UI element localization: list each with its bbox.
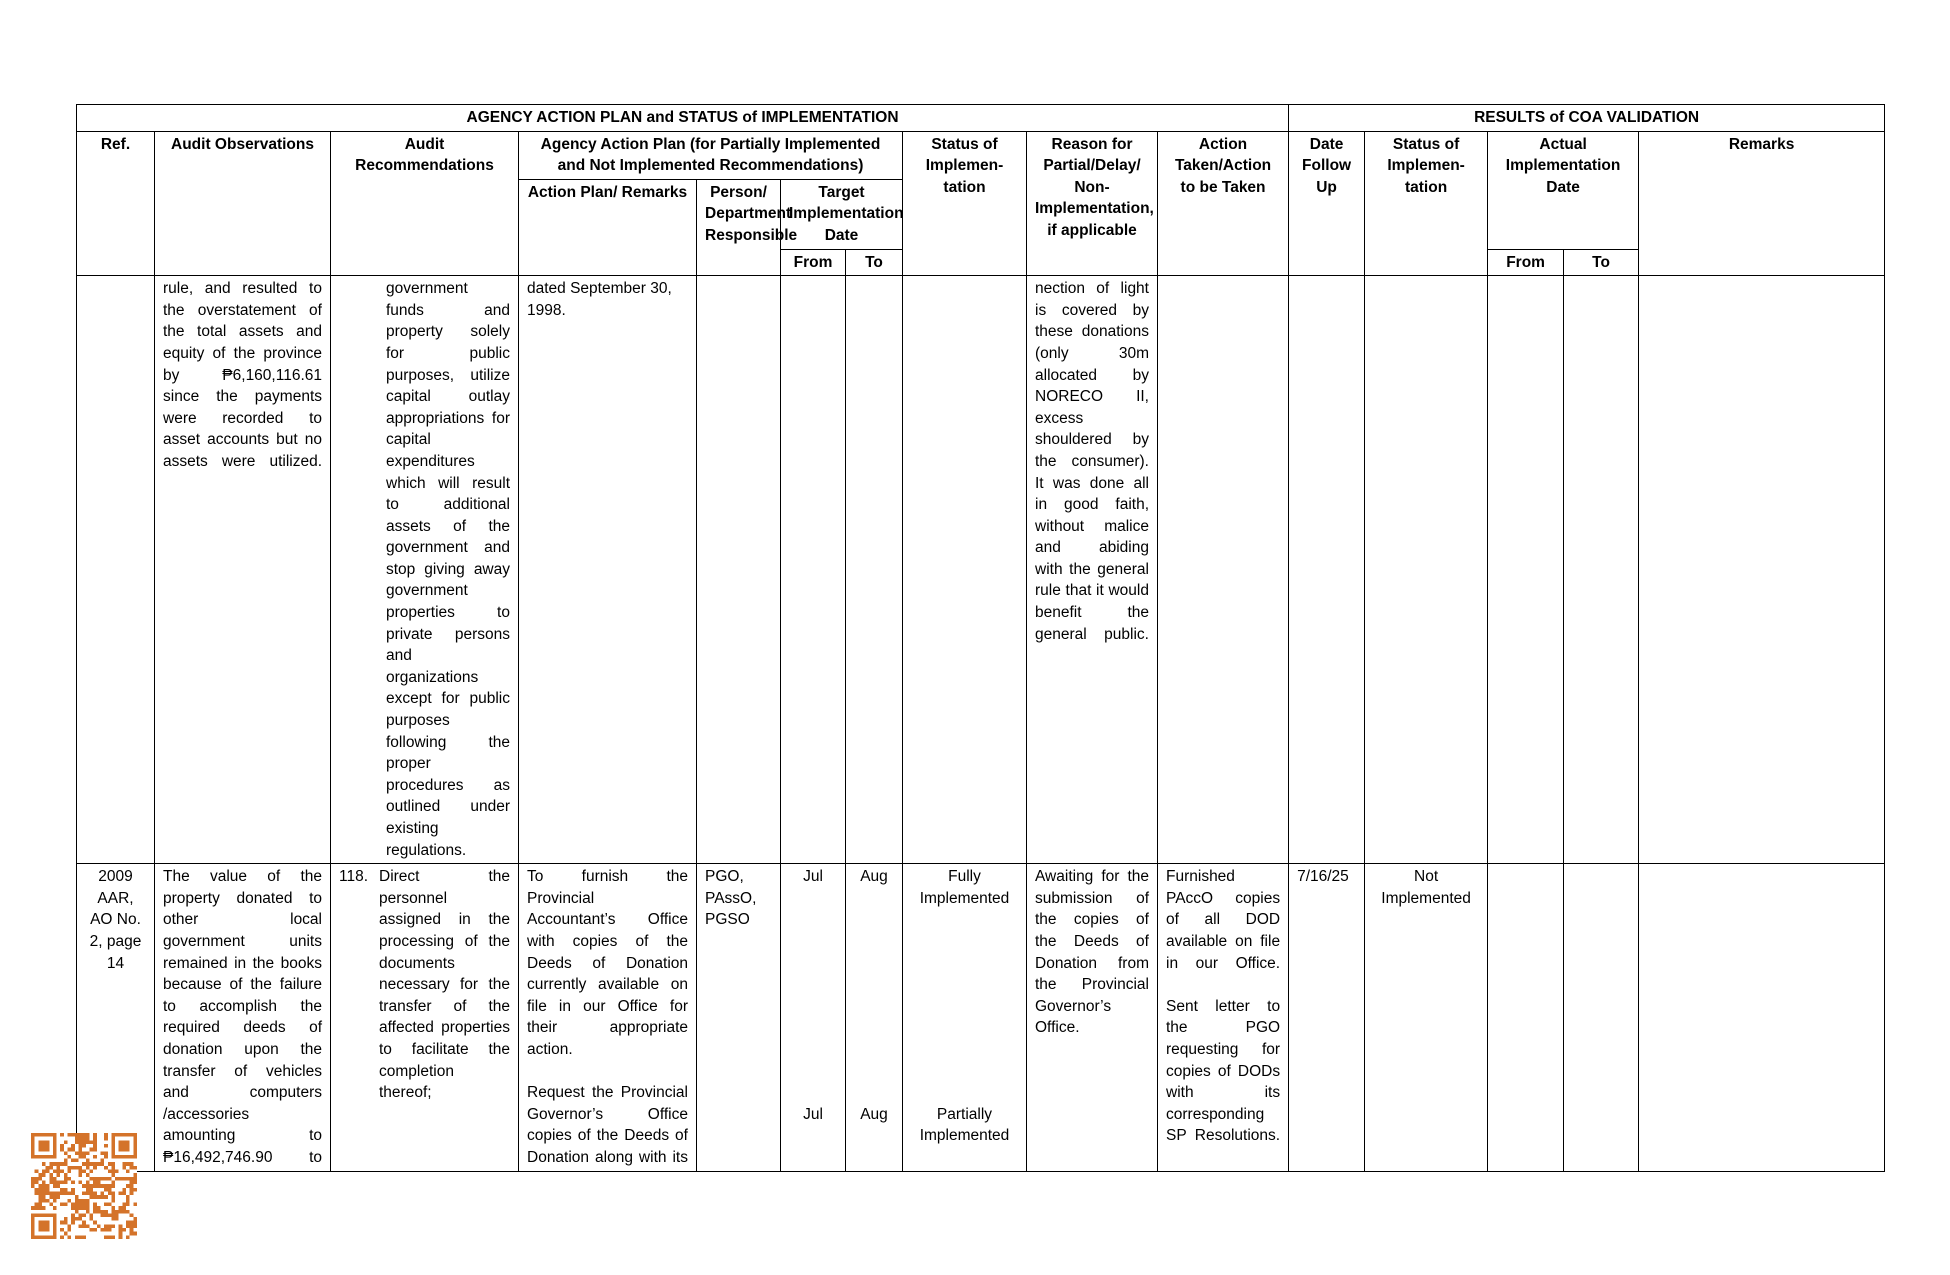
text-line: donation upon the	[163, 1040, 322, 1058]
text-line: copies of the Deeds of	[527, 1127, 688, 1145]
text-line: proper	[386, 755, 431, 773]
text-line: funds and	[386, 301, 510, 319]
text-line: rule, and resulted to	[163, 280, 322, 298]
row2-remarks	[1639, 864, 1885, 1171]
table-row	[77, 276, 1885, 864]
text-line: Provincial	[527, 889, 595, 907]
text-line: the Deeds of	[1035, 932, 1149, 950]
text-line: Implemented	[1381, 889, 1471, 907]
row1-actual-to	[1564, 276, 1639, 864]
text-line: assets were utilized.	[163, 452, 322, 470]
text-line: excess	[1035, 409, 1084, 427]
text-line: the Provincial	[1035, 976, 1149, 994]
table-row	[77, 864, 1885, 1171]
text-line: 14	[106, 954, 125, 972]
agency-action-plan-title: AGENCY ACTION PLAN and STATUS of IMPLEMENTATION	[77, 105, 1289, 132]
header-action-plan-remarks: Action Plan/ Remarks	[519, 179, 697, 275]
text-line: Sent letter to	[1166, 997, 1281, 1015]
header-remarks: Remarks	[1639, 131, 1885, 276]
text-line: to accomplish the	[163, 997, 322, 1015]
text-line: outlined under	[386, 798, 510, 816]
header-actual-to: To	[1564, 249, 1639, 276]
text-line: Implemented	[919, 889, 1010, 907]
row1-actual-from	[1488, 276, 1564, 864]
row2-observation	[155, 864, 331, 1171]
row2-coa-status	[1365, 864, 1488, 1171]
text-line: capital	[386, 431, 431, 449]
header-ref: Ref.	[77, 131, 155, 276]
row1-reason	[1027, 276, 1158, 864]
text-line: properties to	[386, 604, 510, 622]
text-line: purposes	[386, 712, 450, 730]
header-target-implementation-date: Target Implementation Date	[781, 179, 903, 249]
text-line: nection of light	[1035, 280, 1149, 298]
text-line: assigned in the	[379, 911, 510, 929]
text-line: Governor’s	[1035, 997, 1112, 1015]
text-line: required deeds of	[163, 1019, 322, 1037]
text-line: PAccO copies	[1166, 889, 1281, 907]
qr-code-icon	[31, 1133, 137, 1239]
text-line: file in our Office for	[527, 997, 688, 1015]
text-line: copies of DODs	[1166, 1062, 1281, 1080]
row1-action-plan	[519, 276, 697, 864]
row2-target-from	[781, 864, 846, 1171]
text-line: allocated by	[1035, 366, 1149, 384]
text-line: with the general	[1035, 560, 1149, 578]
header-audit-observations: Audit Observations	[155, 131, 331, 276]
text-line: government	[386, 582, 468, 600]
text-line: AO No.	[90, 911, 141, 929]
text-line: general public.	[1035, 625, 1149, 643]
row1-person	[697, 276, 781, 864]
row1-action-taken	[1158, 276, 1289, 864]
text-line: AAR,	[97, 889, 134, 907]
text-line: existing	[386, 820, 439, 837]
text-line: available on file	[1166, 932, 1281, 950]
text-line: ₱16,492,746.90 to	[163, 1148, 322, 1166]
header-actual-from: From	[1488, 249, 1564, 276]
text-line: property solely	[386, 323, 510, 341]
text-line: thereof;	[379, 1084, 432, 1102]
row2-recommendation	[331, 864, 519, 1171]
text-line: appropriations for	[386, 409, 510, 427]
row1-observation	[155, 276, 331, 864]
text-line: government and	[386, 539, 510, 557]
row1-target-to	[846, 276, 903, 864]
text-line: Donation along with its	[527, 1148, 688, 1166]
row1-target-from	[781, 276, 846, 864]
text-line: corresponding	[1166, 1105, 1265, 1123]
text-line: without malice	[1035, 517, 1149, 535]
text-line: processing of the	[379, 932, 510, 950]
text-line: The value of the	[163, 868, 322, 886]
text-line: transfer of the	[379, 997, 510, 1015]
audit-action-plan-table	[76, 104, 1885, 1172]
text-line: assets of the	[386, 517, 510, 535]
text-line: is covered by	[1035, 301, 1149, 319]
text-line: action.	[527, 1040, 573, 1058]
text-line: /accessories	[163, 1105, 250, 1123]
header-action-taken: Action Taken/Action to be Taken	[1158, 131, 1289, 276]
text-line: for public	[386, 344, 510, 362]
text-line: with its	[1166, 1084, 1281, 1102]
text-line: Fully	[948, 868, 981, 886]
text-line: except for public	[386, 690, 510, 708]
text-line: PGO,	[705, 868, 744, 886]
text-line: to additional	[386, 496, 510, 514]
text-line: capital outlay	[386, 388, 510, 406]
text-line: It was done all	[1035, 474, 1149, 492]
text-line: government	[386, 280, 468, 298]
row1-recommendation	[331, 276, 519, 864]
text-line: Partially	[936, 1105, 993, 1123]
header-reason: Reason for Partial/Delay/ Non- Implementation, if applicable	[1027, 131, 1158, 276]
row2-ref	[77, 864, 155, 1171]
header-audit-recommendations: Audit Recommendations	[331, 131, 519, 276]
coa-validation-title: RESULTS of COA VALIDATION	[1289, 105, 1885, 132]
text-line: their appropriate	[527, 1019, 688, 1037]
text-line: by ₱6,160,116.61	[163, 366, 322, 384]
text-line: To furnish the	[527, 868, 688, 886]
target-to-2: Aug	[860, 1105, 888, 1123]
text-line: property donated to	[163, 889, 322, 907]
header-coa-status: Status of Implemen- tation	[1365, 131, 1488, 276]
row2-date-follow-up: 7/16/25	[1289, 864, 1365, 1171]
text-line: of all DOD	[1166, 911, 1281, 929]
text-line: PAssO,	[705, 889, 757, 907]
text-line: the consumer).	[1035, 452, 1149, 470]
header-date-follow-up: Date Follow Up	[1289, 131, 1365, 276]
text-line: expenditures	[386, 452, 475, 470]
text-line: and	[386, 647, 412, 665]
text-line: documents	[379, 954, 455, 972]
row1-ref	[77, 276, 155, 864]
text-line: which will result	[386, 474, 510, 492]
text-line: Governor’s Office	[527, 1105, 688, 1123]
text-line: currently available on	[527, 976, 688, 994]
text-line: SP Resolutions.	[1166, 1127, 1281, 1145]
target-to-1: Aug	[860, 868, 888, 886]
row2-reason	[1027, 864, 1158, 1171]
text-line: the total assets and	[163, 323, 322, 341]
row1-coa-status	[1365, 276, 1488, 864]
text-line: procedures as	[386, 776, 510, 794]
text-line: personnel	[379, 889, 448, 907]
row1-date-follow-up	[1289, 276, 1365, 864]
header-actual-implementation-date: Actual Implementation Date	[1488, 131, 1639, 249]
text-line: Direct the	[379, 868, 510, 886]
text-line: Furnished	[1166, 868, 1235, 886]
header-agency-action-plan-group: Agency Action Plan (for Partially Implemented and Not Implemented Recommendations)	[519, 131, 903, 179]
text-line: private persons	[386, 625, 510, 643]
text-line: Implemented	[919, 1127, 1010, 1145]
text-line: and computers	[163, 1084, 322, 1102]
text-line: requesting for	[1166, 1040, 1281, 1058]
text-line: shouldered by	[1035, 431, 1149, 449]
text-line: NORECO II,	[1035, 388, 1149, 406]
text-line: PGSO	[705, 911, 750, 929]
text-line: organizations	[386, 668, 479, 686]
text-line: the overstatement of	[163, 301, 322, 319]
target-from-2: Jul	[803, 1105, 823, 1123]
header-target-from: From	[781, 249, 846, 276]
text-line: regulations.	[386, 841, 467, 859]
text-line: the PGO	[1166, 1019, 1281, 1037]
text-line: the copies of	[1035, 911, 1149, 929]
text-line: since the payments	[163, 388, 322, 406]
text-line: Office.	[1035, 1019, 1080, 1037]
text-line: these donations	[1035, 323, 1149, 341]
row2-status	[903, 864, 1027, 1171]
text-line: transfer of vehicles	[163, 1062, 322, 1080]
header-person-department: Person/ Department Responsible	[697, 179, 781, 275]
text-line: Request the Provincial	[527, 1084, 688, 1102]
text-line: with copies of the	[527, 932, 688, 950]
text-line: affected properties	[379, 1019, 510, 1037]
row2-actual-from	[1488, 864, 1564, 1171]
text-line: dated September 30,	[527, 280, 672, 298]
text-line: equity of the province	[163, 344, 322, 362]
text-line: (only 30m	[1035, 344, 1149, 362]
text-line: Deeds of Donation	[527, 954, 688, 972]
text-line: in good faith,	[1035, 496, 1149, 514]
text-line: 2, page	[89, 932, 142, 950]
text-line: rule that it would	[1035, 582, 1149, 600]
text-line: government units	[163, 932, 322, 950]
text-line: completion	[379, 1062, 454, 1080]
text-line: submission of	[1035, 889, 1149, 907]
row1-remarks	[1639, 276, 1885, 864]
text-line: following the	[386, 733, 510, 751]
text-line: stop giving away	[386, 560, 510, 578]
row1-status	[903, 276, 1027, 864]
text-line: other local	[163, 911, 322, 929]
header-status-of-implementation: Status of Implemen- tation	[903, 131, 1027, 276]
text-line: were recorded to	[163, 409, 322, 427]
text-line: remained in the books	[163, 954, 322, 972]
text-line: 1998.	[527, 301, 566, 319]
header-target-to: To	[846, 249, 903, 276]
text-line: in our Office.	[1166, 954, 1281, 972]
text-line: to facilitate the	[379, 1040, 510, 1058]
row2-action-taken	[1158, 864, 1289, 1171]
text-line: Not	[1414, 868, 1439, 886]
row2-target-to	[846, 864, 903, 1171]
text-line: necessary for the	[379, 976, 510, 994]
text-line: amounting to	[163, 1127, 322, 1145]
text-line: asset accounts but no	[163, 431, 322, 449]
row2-actual-to	[1564, 864, 1639, 1171]
row2-action-plan	[519, 864, 697, 1171]
text-line: Accountant’s Office	[527, 911, 688, 929]
text-line: purposes, utilize	[386, 366, 510, 384]
target-from-1: Jul	[803, 868, 823, 886]
text-line: 2009	[98, 868, 133, 886]
text-line: Donation from	[1035, 954, 1149, 972]
text-line: Awaiting for the	[1035, 868, 1149, 886]
text-line: because of the failure	[163, 976, 322, 994]
recommendation-number: 118.	[339, 868, 369, 886]
row2-person	[697, 864, 781, 1171]
text-line: and abiding	[1035, 539, 1149, 557]
text-line: benefit the	[1035, 604, 1149, 622]
